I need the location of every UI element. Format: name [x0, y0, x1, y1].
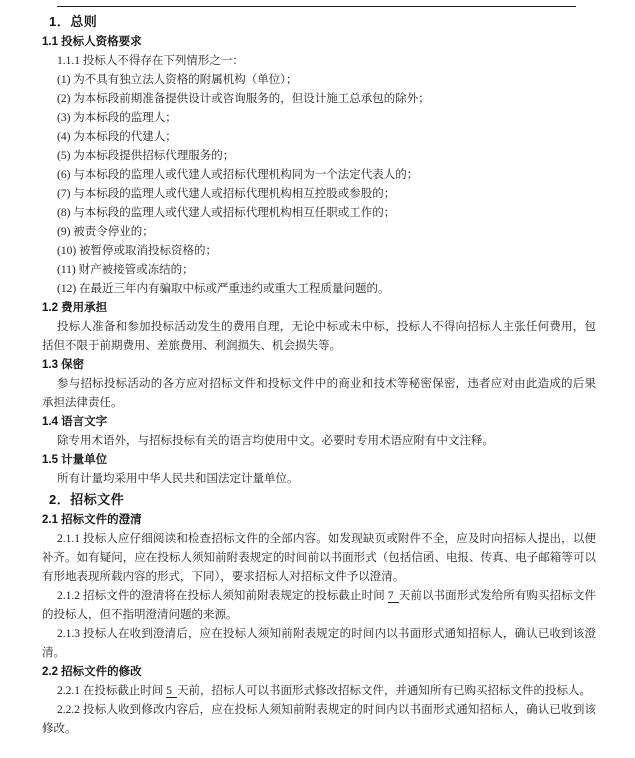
prohibited-item-2: (2) 为本标段前期准备提供设计或咨询服务的，但设计施工总承包的除外；	[57, 93, 430, 105]
chapter-2-title: 2．招标文件	[49, 492, 125, 507]
clause-2-1-2-text-before: 2.1.2 招标文件的澄清将在投标人须知前附表规定的投标截止时间	[57, 590, 388, 602]
section-1-4-body: 除专用术语外，与招标投标有关的语言均使用中文。必要时专用术语应附有中文注释。	[57, 435, 494, 447]
clause-2-1-3: 2.1.3 投标人在收到澄清后，应在投标人须知前附表规定的时间内以书面形式通知招标人，确认已收到该澄清。	[42, 628, 596, 659]
prohibited-item-5: (5) 为本标段提供招标代理服务的；	[57, 150, 235, 162]
clause-2-1-2	[42, 587, 596, 625]
prohibited-item-3: (3) 为本标段的监理人；	[57, 112, 177, 124]
document-content	[42, 11, 596, 739]
section-2-2-heading: 2.2 招标文件的修改	[42, 666, 142, 678]
clause-1-1-1: 1.1.1 投标人不得存在下列情形之一：	[57, 55, 244, 67]
prohibited-item-7: (7) 与本标段的监理人或代建人或招标代理机构相互控股或参股的；	[57, 188, 396, 200]
prohibited-item-11: (11) 财产被接管或冻结的；	[57, 264, 194, 276]
prohibited-item-8: (8) 与本标段的监理人或代建人或招标代理机构相互任职或工作的；	[57, 207, 396, 219]
section-1-4-heading: 1.4 语言文字	[42, 416, 108, 428]
prohibited-item-10: (10) 被暂停或取消投标资格的；	[57, 245, 218, 257]
section-1-3-heading: 1.3 保密	[42, 359, 85, 371]
section-1-5-heading: 1.5 计量单位	[42, 454, 108, 466]
section-1-1-heading: 1.1 投标人资格要求	[42, 36, 142, 48]
clause-2-1-1: 2.1.1 投标人应仔细阅读和检查招标文件的全部内容。如发现缺页或附件不全，应及时向招标人提出，以便补齐。如有疑问，应在投标人须知前附表规定的时间前以书面形式（包括信函、电报、传真、电子邮箱等可以有形地表现所载内容的形式，下同），要求招标人对招标文件予以澄清。	[42, 533, 596, 583]
clause-2-2-1-text-before: 2.2.1 在投标截止时间	[57, 685, 167, 697]
chapter-1-title: 1．总则	[49, 14, 98, 29]
prohibited-item-4: (4) 为本标段的代建人；	[57, 131, 177, 143]
clause-2-2-1	[42, 682, 596, 701]
modification-days-value: 5	[166, 685, 177, 698]
prohibited-item-9: (9) 被责令停业的；	[57, 226, 154, 238]
clarification-days-value: 7	[388, 590, 399, 603]
section-1-3-body: 参与招标投标活动的各方应对招标文件和投标文件中的商业和技术等秘密保密，违者应对由此造成的后果承担法律责任。	[42, 378, 596, 409]
clause-2-1-2-text-after: 天前以书面形式发给所有购买招标文件的投标人，但不指明澄清问题的来源。	[42, 590, 596, 621]
clause-2-2-2: 2.2.2 投标人收到修改内容后，应在投标人须知前附表规定的时间内以书面形式通知招标人，确认已收到该修改。	[42, 704, 596, 735]
header-rule	[57, 6, 576, 7]
section-1-5-body: 所有计量均采用中华人民共和国法定计量单位。	[57, 473, 299, 485]
clause-2-2-1-text-after: 天前，招标人可以书面形式修改招标文件，并通知所有已购买招标文件的投标人。	[177, 685, 591, 697]
section-2-1-heading: 2.1 招标文件的澄清	[42, 514, 142, 526]
section-1-2-body: 投标人准备和参加投标活动发生的费用自理，无论中标或未中标，投标人不得向招标人主张任何费用，包括但不限于前期费用、差旅费用、利润损失、机会损失等。	[42, 321, 596, 352]
prohibited-item-1: (1) 为不具有独立法人资格的附属机构（单位）；	[57, 74, 298, 86]
section-1-2-heading: 1.2 费用承担	[42, 302, 108, 314]
prohibited-item-6: (6) 与本标段的监理人或代建人或招标代理机构同为一个法定代表人的；	[57, 169, 419, 181]
prohibited-item-12: (12) 在最近三年内有骗取中标或严重违约或重大工程质量问题的。	[57, 283, 390, 295]
